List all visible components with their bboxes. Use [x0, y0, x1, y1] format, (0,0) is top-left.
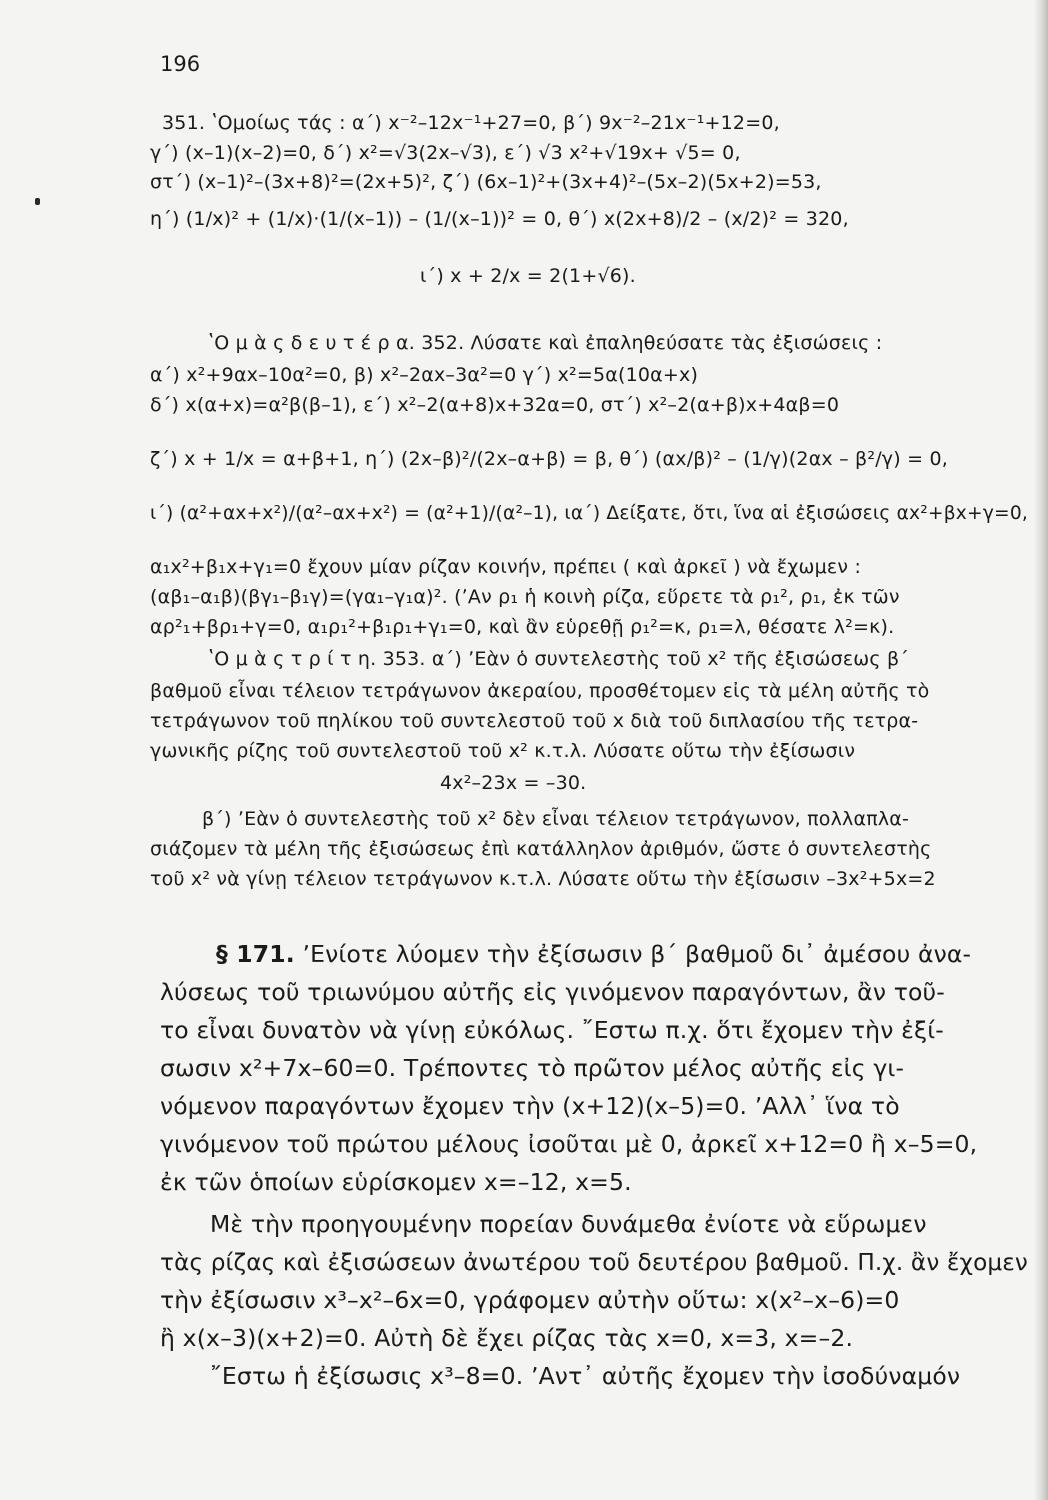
page-number: 196	[160, 52, 201, 76]
section-171-line-10: τὴν ἐξίσωσιν x³–x²–6x=0, γράφομεν αὐτὴν οὕτω: x(x²–x–6)=0	[160, 1286, 900, 1314]
exercise-352-line-5: α₁x²+β₁x+γ₁=0 ἔχουν μίαν ρίζαν κοινήν, πρέπει ( καὶ ἀρκεῖ ) νὰ ἔχωμεν :	[150, 556, 862, 578]
section-171-line-8: Μὲ τὴν προηγουμένην πορείαν δυνάμεθα ἐνίοτε νὰ εὕρωμεν	[210, 1210, 927, 1238]
exercise-351-line-4: η΄) (1/x)² + (1/x)·(1/(x–1)) – (1/(x–1))² = 0, θ΄) x(2x+8)/2 – (x/2)² = 320,	[150, 208, 849, 230]
section-number: § 171.	[216, 940, 295, 968]
exercise-352-line-1: α΄) x²+9αx–10α²=0, β) x²–2αx–3α²=0 γ΄) x²=5α(10α+x)	[150, 364, 699, 386]
exercise-351-line-2: γ΄) (x–1)(x–2)=0, δ΄) x²=√3(2x–√3), ε΄) √3 x²+√19x+ √5= 0,	[150, 142, 741, 164]
section-171-line-3: το εἶναι δυνατὸν νὰ γίνῃ εὐκόλως. ῎Εστω π.χ. ὅτι ἔχομεν τὴν ἐξί-	[160, 1016, 944, 1044]
exercise-352-line-2: δ΄) x(α+x)=α²β(β–1), ε΄) x²–2(α+8)x+32α=0, στ΄) x²–2(α+β)x+4αβ=0	[150, 394, 840, 416]
exercise-353-line-5: σιάζομεν τὰ μέλη τῆς ἐξισώσεως ἐπὶ κατάλληλον ἀριθμόν, ὥστε ὁ συντελεστὴς	[150, 838, 932, 860]
section-171-line-6: γινόμενον τοῦ πρώτου μέλους ἰσοῦται μὲ 0, ἀρκεῖ x+12=0 ἢ x–5=0,	[160, 1130, 978, 1158]
section-171-line-1	[216, 940, 971, 968]
exercise-353-heading: ʽΟ μ ὰ ς τ ρ ί τ η. 353. α΄) ʼΕὰν ὁ συντελεστὴς τοῦ x² τῆς ἐξισώσεως β΄	[208, 648, 910, 670]
exercise-351-line-5: ι΄) x + 2/x = 2(1+√6).	[420, 265, 636, 287]
exercise-351-line-3: στ΄) (x–1)²–(3x+8)²=(2x+5)², ζ΄) (6x–1)²+(3x+4)²–(5x–2)(5x+2)=53,	[150, 171, 822, 193]
section-171-line-11: ἢ x(x–3)(x+2)=0. Αὐτὴ δὲ ἔχει ρίζας τὰς x=0, x=3, x=–2.	[160, 1324, 854, 1352]
exercise-353-line-2: τετράγωνον τοῦ πηλίκου τοῦ συντελεστοῦ τοῦ x διὰ τοῦ διπλασίου τῆς τετρα-	[150, 710, 919, 732]
exercise-352-line-4: ι΄) (α²+αx+x²)/(α²–αx+x²) = (α²+1)/(α²–1), ια΄) Δείξατε, ὅτι, ἵνα αἱ ἐξισώσεις αx²+βx+γ=0,	[150, 502, 1028, 524]
exercise-353-line-6: τοῦ x² νὰ γίνῃ τέλειον τετράγωνον κ.τ.λ. Λύσατε οὕτω τὴν ἐξίσωσιν –3x²+5x=2	[150, 868, 936, 890]
section-171-line-9: τὰς ρίζας καὶ ἐξισώσεων ἀνωτέρου τοῦ δευτέρου βαθμοῦ. Π.χ. ἂν ἔχομεν	[160, 1248, 1028, 1276]
exercise-353-line-1: βαθμοῦ εἶναι τέλειον τετράγωνον ἀκεραίου, προσθέτομεν εἰς τὰ μέλη αὐτῆς τὸ	[150, 680, 930, 702]
section-171-line-2: λύσεως τοῦ τριωνύμου αὐτῆς εἰς γινόμενον παραγόντων, ἂν τοῦ-	[160, 978, 945, 1006]
exercise-353-line-3: γωνικῆς ρίζης τοῦ συντελεστοῦ τοῦ x² κ.τ.λ. Λύσατε οὕτω τὴν ἐξίσωσιν	[150, 740, 856, 762]
exercise-353-equation: 4x²–23x = –30.	[440, 772, 587, 794]
exercise-352-line-3: ζ΄) x + 1/x = α+β+1, η΄) (2x–β)²/(2x–α+β) = β, θ΄) (αx/β)² – (1/γ)(2αx – β²/γ) = 0,	[150, 448, 948, 470]
exercise-352-line-7: αρ²₁+βρ₁+γ=0, α₁ρ₁²+β₁ρ₁+γ₁=0, καὶ ἂν εὑρεθῇ ρ₁²=κ, ρ₁=λ, θέσατε λ²=κ).	[150, 616, 895, 638]
exercise-352-line-6: (αβ₁–α₁β)(βγ₁–β₁γ)=(γα₁–γ₁α)². (ʼΑν ρ₁ ἡ κοινὴ ρίζα, εὕρετε τὰ ρ₁², ρ₁, ἐκ τῶν	[150, 586, 900, 608]
section-171-line-7: ἐκ τῶν ὁποίων εὑρίσκομεν x=–12, x=5.	[160, 1168, 632, 1196]
section-171-line-4: σωσιν x²+7x–60=0. Τρέποντες τὸ πρῶτον μέλος αὐτῆς εἰς γι-	[160, 1054, 905, 1082]
page-edge-shadow	[1034, 0, 1048, 1500]
section-171-line-1-text: ʼΕνίοτε λύομεν τὴν ἐξίσωσιν β΄ βαθμοῦ δι᾿ ἀμέσου ἀνα-	[302, 940, 972, 968]
section-171-line-5: νόμενον παραγόντων ἔχομεν τὴν (x+12)(x–5)=0. ʼΑλλ᾿ ἵνα τὸ	[160, 1092, 900, 1120]
section-171-line-12: ῎Εστω ἡ ἐξίσωσις x³–8=0. ʼΑντ᾿ αὐτῆς ἔχομεν τὴν ἰσοδύναμόν	[210, 1362, 961, 1390]
exercise-353-line-4: β΄) ʼΕὰν ὁ συντελεστὴς τοῦ x² δὲν εἶναι τέλειον τετράγωνον, πολλαπλα-	[202, 808, 910, 830]
exercise-351-line-1: 351. ʽΟμοίως τάς : α΄) x⁻²–12x⁻¹+27=0, β΄) 9x⁻²–21x⁻¹+12=0,	[162, 112, 780, 134]
margin-mark	[35, 198, 40, 205]
exercise-352-heading: ʽΟ μ ὰ ς δ ε υ τ έ ρ α. 352. Λύσατε καὶ ἐπαληθεύσατε τὰς ἐξισώσεις :	[208, 332, 883, 354]
